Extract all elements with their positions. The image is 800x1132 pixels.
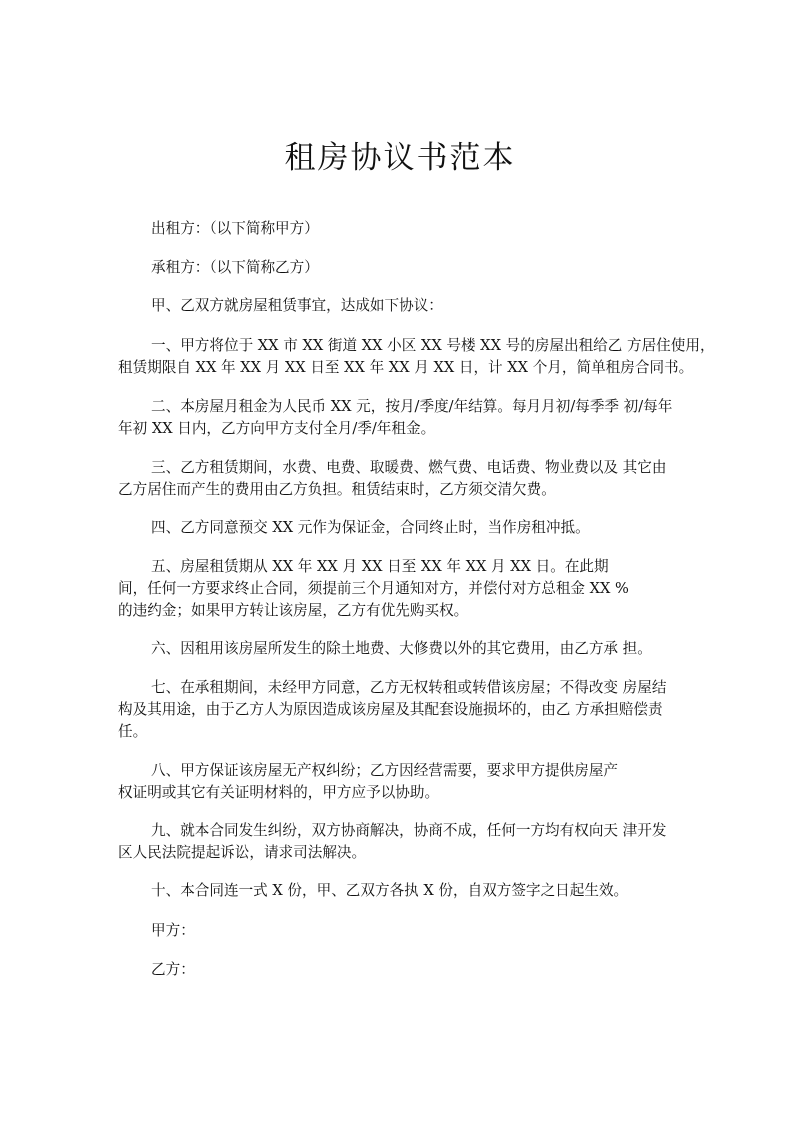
paragraph-lessor xyxy=(118,218,690,240)
clause-4 xyxy=(118,517,690,539)
paragraph-line: 年初 XX 日内，乙方向甲方支付全月/季/年租金。 xyxy=(118,420,436,437)
clause-7 xyxy=(118,677,690,743)
paragraph-line: 九、就本合同发生纠纷，双方协商解决，协商不成，任何一方均有权向天 津开发 xyxy=(151,822,667,839)
party-b-signature-line xyxy=(118,959,690,981)
paragraph-line: 的违约金；如果甲方转让该房屋，乙方有优先购买权。 xyxy=(118,602,469,619)
paragraph-line: 构及其用途，由于乙方人为原因造成该房屋及其配套设施损坏的，由乙 方承担赔偿责 xyxy=(118,701,663,718)
paragraph-line: 区人民法院提起诉讼，请求司法解决。 xyxy=(118,844,367,861)
document-title: 租房协议书范本 xyxy=(284,140,516,176)
paragraph-line: 二、本房屋月租金为人民币 XX 元，按月/季度/年结算。每月月初/每季季 初/每年 xyxy=(151,398,673,415)
paragraph-line: 间，任何一方要求终止合同，须提前三个月通知对方，并偿付对方总租金 XX % xyxy=(118,580,629,597)
paragraph-line: 一、甲方将位于 XX 市 XX 街道 XX 小区 XX 号楼 XX 号的房屋出租给乙 方居住使用， xyxy=(151,337,715,354)
paragraph-line: 租赁期限自 XX 年 XX 月 XX 日至 XX 年 XX 月 XX 日，计 XX 个月，简单租房合同书。 xyxy=(118,359,694,376)
clause-10 xyxy=(118,880,690,902)
paragraph-line: 乙方居住而产生的费用由乙方负担。租赁结束时，乙方须交清欠费。 xyxy=(118,481,556,498)
paragraph-line: 任。 xyxy=(118,723,148,740)
paragraph-line: 乙方： xyxy=(151,961,195,978)
paragraph-line: 承租方：（以下简称乙方） xyxy=(151,259,319,276)
paragraph-line: 五、房屋租赁期从 XX 年 XX 月 XX 日至 XX 年 XX 月 XX 日。在此期 xyxy=(151,558,609,575)
clause-2 xyxy=(118,396,690,440)
clause-1 xyxy=(118,335,715,379)
paragraph-line: 甲方： xyxy=(151,922,195,939)
paragraph-line: 权证明或其它有关证明材料的，甲方应予以协助。 xyxy=(118,784,440,801)
paragraph-lessee xyxy=(118,257,690,279)
clause-9 xyxy=(118,820,690,864)
paragraph-line: 八、甲方保证该房屋无产权纠纷；乙方因经营需要，要求甲方提供房屋产 xyxy=(151,762,619,779)
party-a-signature-line xyxy=(118,920,690,942)
paragraph-line: 六、因租用该房屋所发生的除土地费、大修费以外的其它费用，由乙方承 担。 xyxy=(151,640,652,657)
clause-5 xyxy=(118,556,690,622)
paragraph-line: 三、乙方租赁期间，水费、电费、取暖费、燃气费、电话费、物业费以及 其它由 xyxy=(151,459,667,476)
clause-8 xyxy=(118,760,690,804)
paragraph-line: 出租方：（以下简称甲方） xyxy=(151,220,319,237)
paragraph-line: 四、乙方同意预交 XX 元作为保证金，合同终止时，当作房租冲抵。 xyxy=(151,519,590,536)
paragraph-line: 十、本合同连一式 X 份，甲、乙双方各执 X 份，自双方签字之日起生效。 xyxy=(151,882,629,899)
clause-6 xyxy=(118,638,690,660)
clause-3 xyxy=(118,457,690,501)
paragraph-intro xyxy=(118,295,690,317)
paragraph-line: 甲、乙双方就房屋租赁事宜，达成如下协议： xyxy=(151,297,443,314)
paragraph-line: 七、在承租期间，未经甲方同意，乙方无权转租或转借该房屋；不得改变 房屋结 xyxy=(151,679,667,696)
